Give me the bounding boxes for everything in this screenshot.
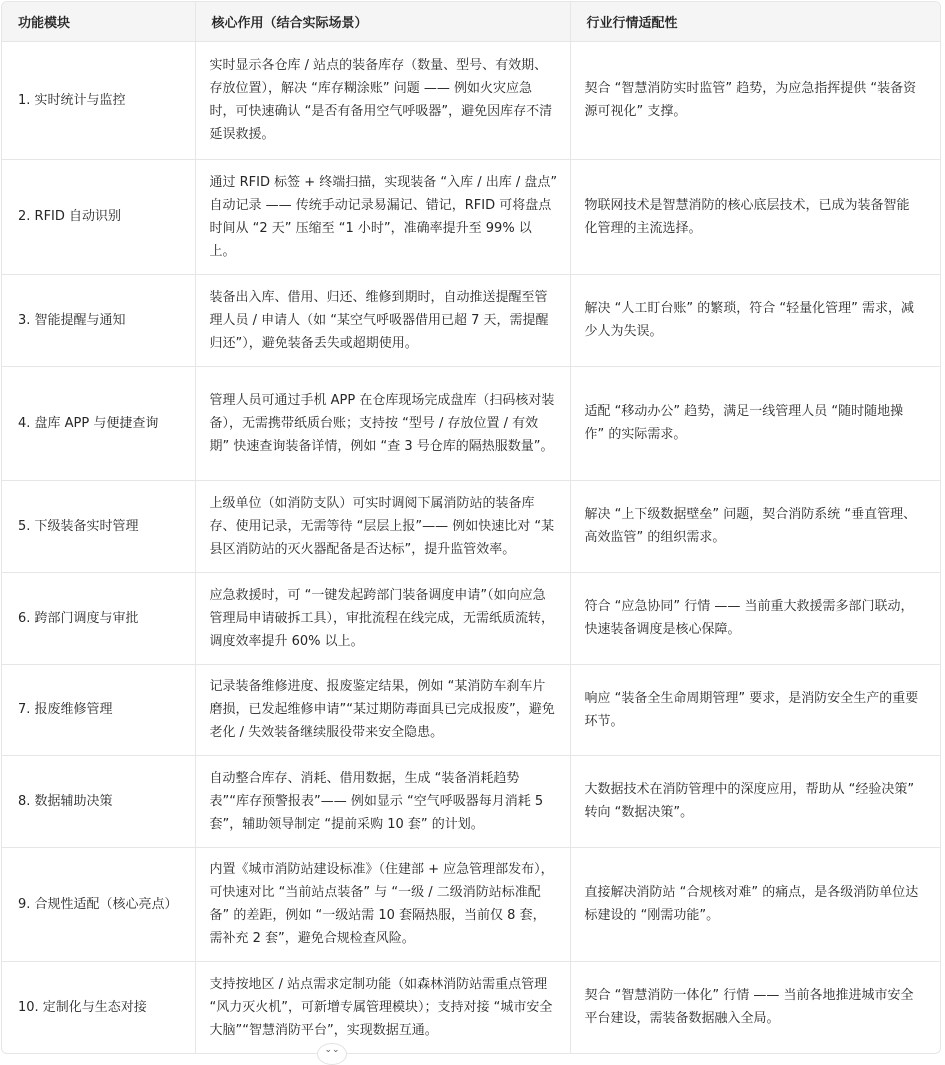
table-header [2, 2, 940, 41]
header-fit: 行业行情适配性 [570, 2, 940, 41]
table-row [2, 847, 940, 961]
fit-cell: 契合 “智慧消防实时监管” 趋势，为应急指挥提供 “装备资源可视化” 支撑。 [570, 41, 940, 159]
module-cell: 1. 实时统计与监控 [2, 41, 195, 159]
header-row [2, 2, 940, 41]
table-row [2, 159, 940, 274]
module-cell: 4. 盘库 APP 与便捷查询 [2, 366, 195, 480]
header-role: 核心作用（结合实际场景） [195, 2, 570, 41]
table-row [2, 480, 940, 572]
fit-cell: 解决 “人工盯台账” 的繁琐，符合 “轻量化管理” 需求，减少人为失误。 [570, 274, 940, 366]
fit-cell: 响应 “装备全生命周期管理” 要求，是消防安全生产的重要环节。 [570, 664, 940, 755]
table-row [2, 755, 940, 847]
table-row [2, 274, 940, 366]
table-row [2, 366, 940, 480]
table [2, 2, 940, 1053]
module-cell: 9. 合规性适配（核心亮点） [2, 847, 195, 961]
header-module: 功能模块 [2, 2, 195, 41]
role-cell: 上级单位（如消防支队）可实时调阅下属消防站的装备库存、使用记录，无需等待 “层层上报”—— 例如快速比对 “某县区消防站的灭火器配备是否达标”，提升监管效率。 [195, 480, 570, 572]
table-row [2, 961, 940, 1053]
role-cell: 自动整合库存、消耗、借用数据，生成 “装备消耗趋势表”“库存预警报表”—— 例如显示 “空气呼吸器每月消耗 5 套”，辅助领导制定 “提前采购 10 套” 的计划。 [195, 755, 570, 847]
role-cell: 装备出入库、借用、归还、维修到期时，自动推送提醒至管理人员 / 申请人（如 “某空气呼吸器借用已超 7 天，需提醒归还”），避免装备丢失或超期使用。 [195, 274, 570, 366]
scroll-down-button[interactable] [317, 1043, 347, 1065]
function-table [1, 1, 941, 1054]
role-cell: 支持按地区 / 站点需求定制功能（如森林消防站需重点管理 “风力灭火机”，可新增专属管理模块）；支持对接 “城市安全大脑”“智慧消防平台”，实现数据互通。 [195, 961, 570, 1053]
fit-cell: 大数据技术在消防管理中的深度应用，帮助从 “经验决策” 转向 “数据决策”。 [570, 755, 940, 847]
role-cell: 实时显示各仓库 / 站点的装备库存（数量、型号、有效期、存放位置），解决 “库存糊涂账” 问题 —— 例如火灾应急时，可快速确认 “是否有备用空气呼吸器”，避免因库存不清延误救援。 [195, 41, 570, 159]
fit-cell: 解决 “上下级数据壁垒” 问题，契合消防系统 “垂直管理、高效监管” 的组织需求。 [570, 480, 940, 572]
fit-cell: 适配 “移动办公” 趋势，满足一线管理人员 “随时随地操作” 的实际需求。 [570, 366, 940, 480]
fit-cell: 物联网技术是智慧消防的核心底层技术，已成为装备智能化管理的主流选择。 [570, 159, 940, 274]
module-cell: 7. 报废维修管理 [2, 664, 195, 755]
fit-cell: 直接解决消防站 “合规核对难” 的痛点，是各级消防单位达标建设的 “刚需功能”。 [570, 847, 940, 961]
module-cell: 3. 智能提醒与通知 [2, 274, 195, 366]
role-cell: 内置《城市消防站建设标准》（住建部 + 应急管理部发布），可快速对比 “当前站点装备” 与 “一级 / 二级消防站标准配备” 的差距，例如 “一级站需 10 套隔热服，当前仅 8 套，需补充 2 套”，避免合规检查风险。 [195, 847, 570, 961]
module-cell: 6. 跨部门调度与审批 [2, 572, 195, 664]
module-cell: 10. 定制化与生态对接 [2, 961, 195, 1053]
module-cell: 8. 数据辅助决策 [2, 755, 195, 847]
table-body [2, 41, 940, 1053]
module-cell: 2. RFID 自动识别 [2, 159, 195, 274]
fit-cell: 符合 “应急协同” 行情 —— 当前重大救援需多部门联动，快速装备调度是核心保障。 [570, 572, 940, 664]
chevron-down-icon: ⌄⌄ [324, 1045, 340, 1055]
module-cell: 5. 下级装备实时管理 [2, 480, 195, 572]
table-row [2, 572, 940, 664]
role-cell: 管理人员可通过手机 APP 在仓库现场完成盘库（扫码核对装备），无需携带纸质台账；支持按 “型号 / 存放位置 / 有效期” 快速查询装备详情，例如 “查 3 号仓库的隔热服数量”。 [195, 366, 570, 480]
role-cell: 通过 RFID 标签 + 终端扫描，实现装备 “入库 / 出库 / 盘点” 自动记录 —— 传统手动记录易漏记、错记，RFID 可将盘点时间从 “2 天” 压缩至 “1 小时”，准确率提升至 99% 以上。 [195, 159, 570, 274]
table-row [2, 41, 940, 159]
role-cell: 记录装备维修进度、报废鉴定结果，例如 “某消防车刹车片磨损，已发起维修申请”“某过期防毒面具已完成报废”，避免老化 / 失效装备继续服役带来安全隐患。 [195, 664, 570, 755]
role-cell: 应急救援时，可 “一键发起跨部门装备调度申请”（如向应急管理局申请破拆工具），审批流程在线完成，无需纸质流转，调度效率提升 60% 以上。 [195, 572, 570, 664]
table-row [2, 664, 940, 755]
fit-cell: 契合 “智慧消防一体化” 行情 —— 当前各地推进城市安全平台建设，需装备数据融入全局。 [584, 988, 914, 1027]
